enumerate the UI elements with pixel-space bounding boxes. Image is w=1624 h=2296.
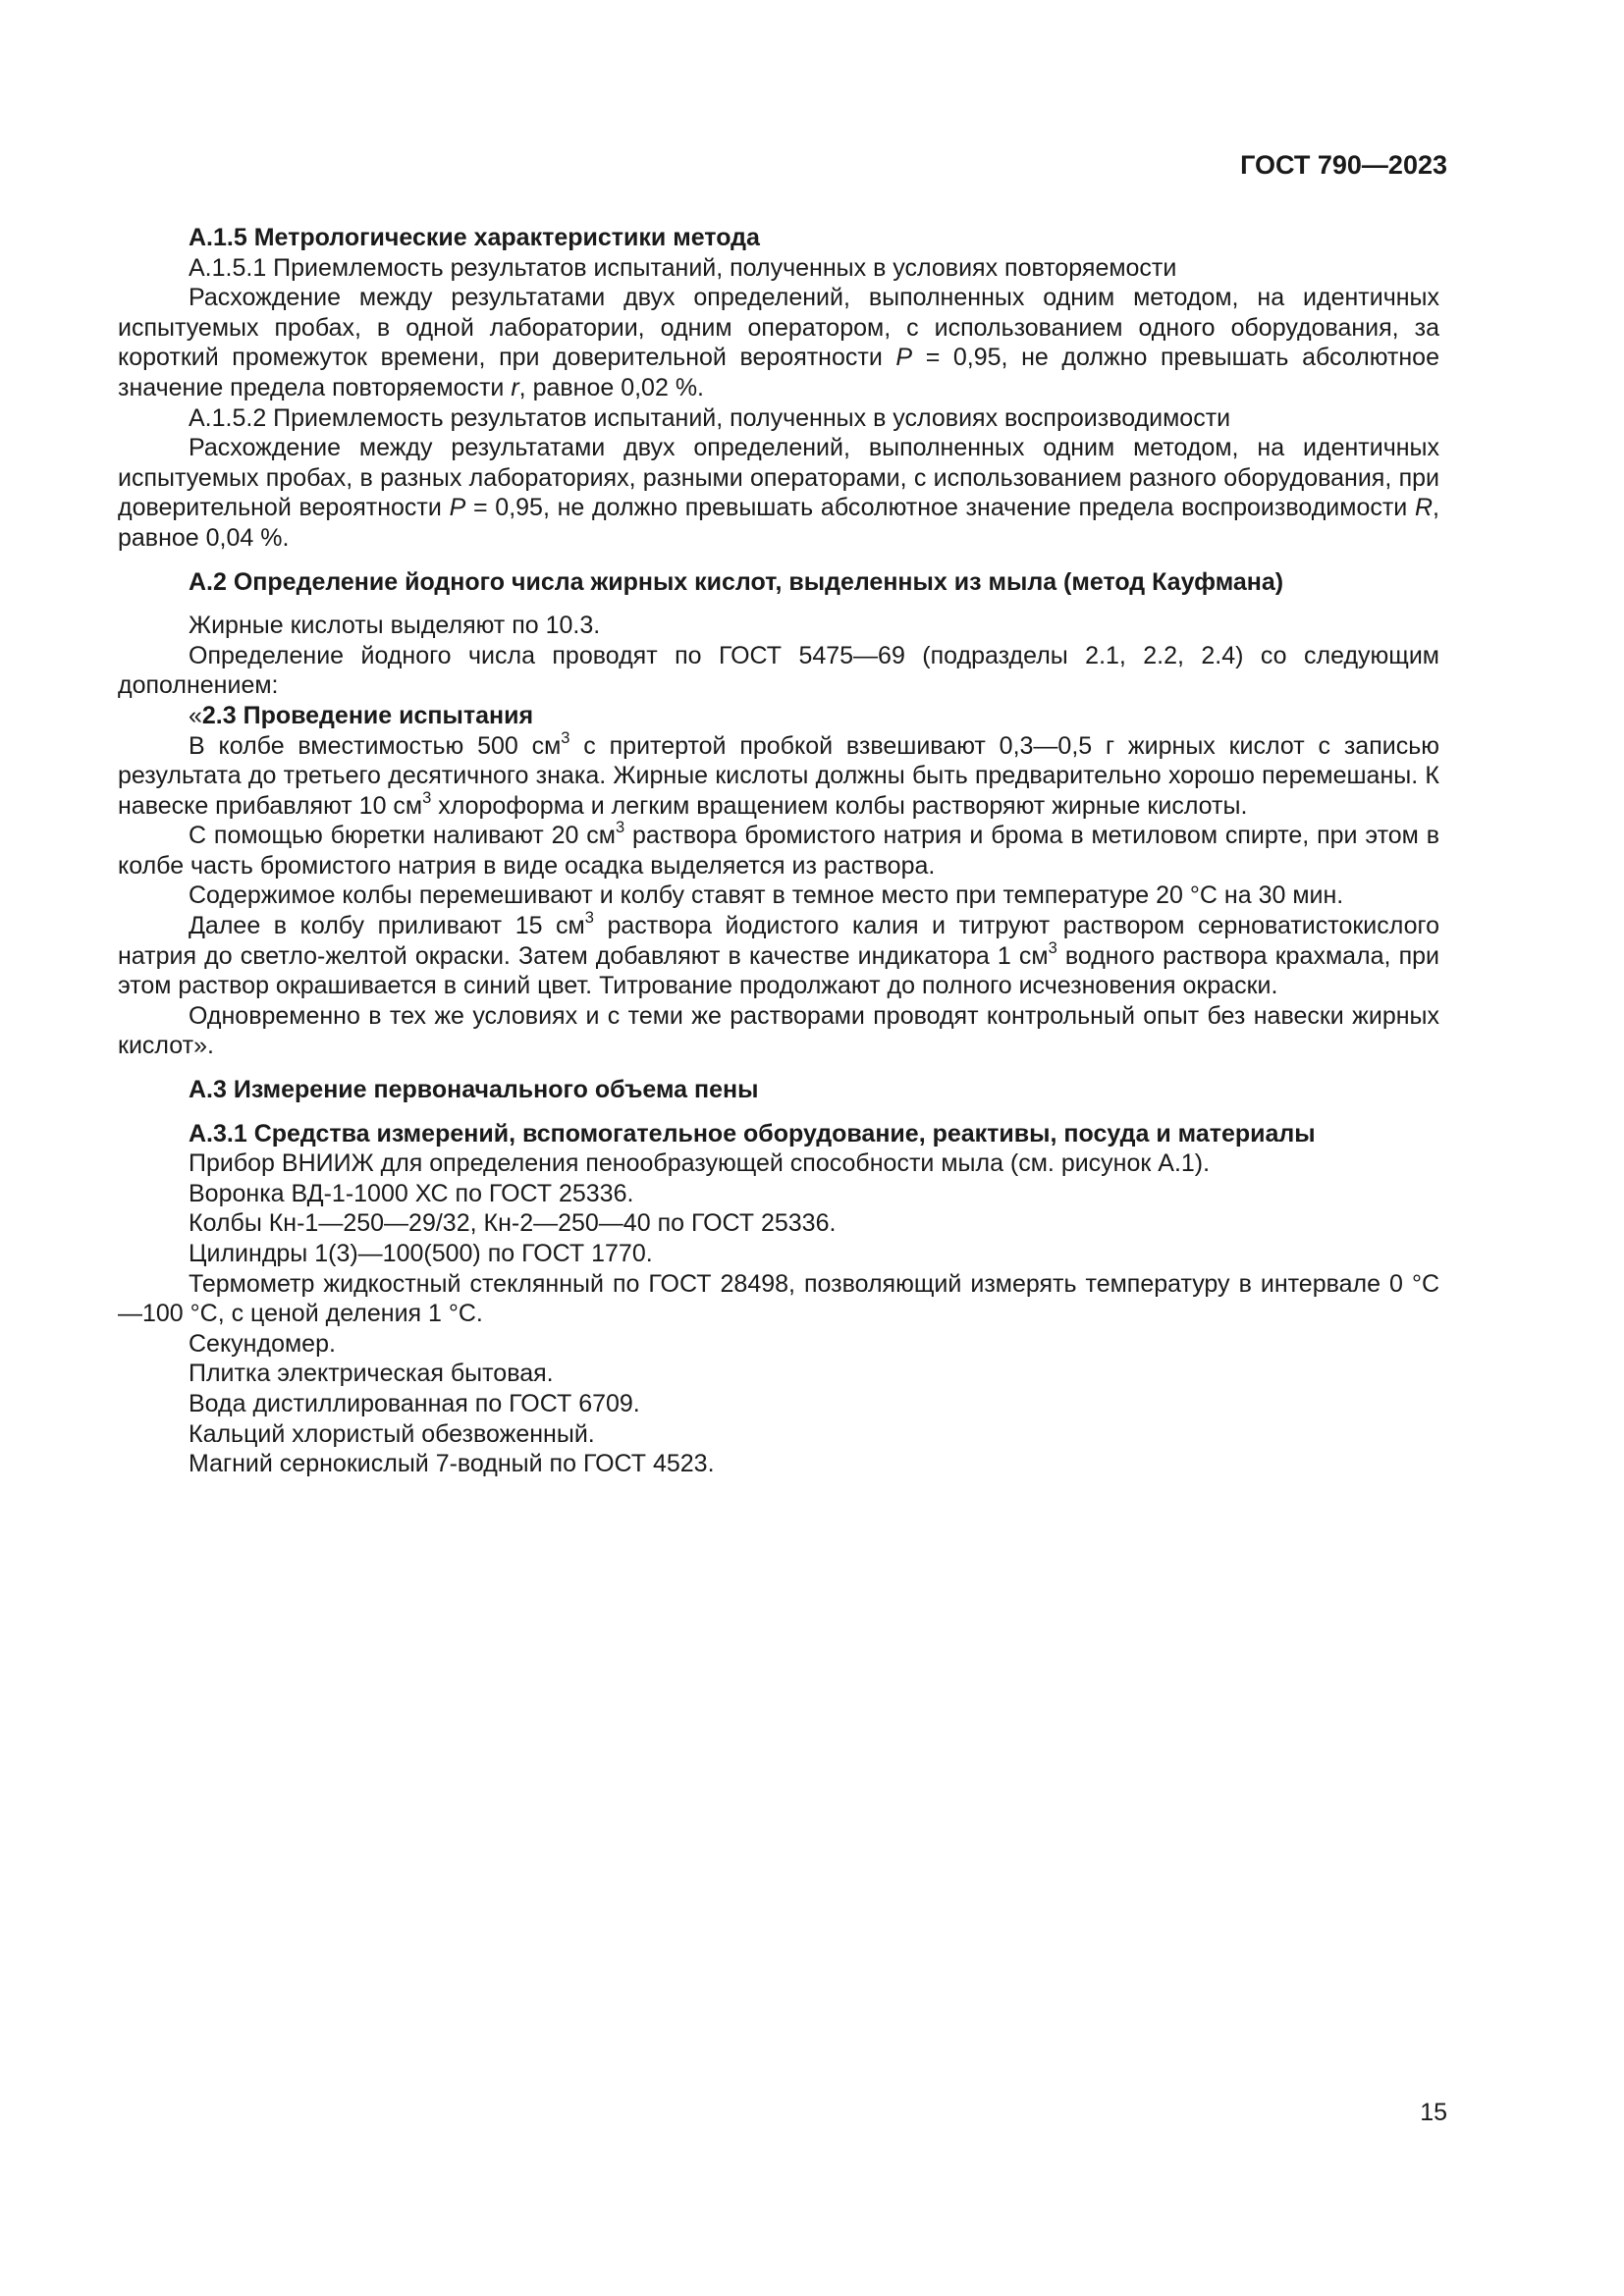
- document-body: [118, 223, 1439, 1479]
- quoted-paragraph-5: Одновременно в тех же условиях и с теми же растворами проводят контрольный опыт без навески жирных кислот».: [118, 1001, 1439, 1060]
- list-item: Колбы Кн-1—250—29/32, Кн-2—250—40 по ГОСТ 25336.: [189, 1209, 837, 1238]
- quoted-paragraph-1: В колбе вместимостью 500 $см^3$ с притертой пробкой взвешивают 0,3—0,5 г жирных кислот с записью результата до третьего десятичного знака. Жирные кислоты должны быть предварительно хорошо перемешаны. К навеске прибавляют 10 $см^3$ хлороформа и легким вращением колбы растворяют жирные кислоты.: [118, 728, 1439, 820]
- list-item: Прибор ВНИИЖ для определения пенообразующей способности мыла (см. рисунок А.1).: [189, 1149, 1211, 1178]
- list-item: Воронка ВД-1-1000 ХС по ГОСТ 25336.: [189, 1179, 634, 1207]
- paragraph-a2-2: Определение йодного числа проводят по ГОСТ 5475—69 (подразделы 2.1, 2.2, 2.4) со следующим дополнением:: [118, 641, 1439, 700]
- list-item: Магний сернокислый 7-водный по ГОСТ 4523.: [189, 1450, 715, 1478]
- quoted-heading: «2.3 Проведение испытания: [189, 701, 534, 729]
- symbol-r: r: [511, 373, 519, 401]
- list-item: Вода дистиллированная по ГОСТ 6709.: [189, 1389, 640, 1417]
- section-heading-a15: А.1.5 Метрологические характеристики метода: [189, 224, 760, 251]
- list-item: Термометр жидкостный стеклянный по ГОСТ 28498, позволяющий измерять температуру в интервале 0 °C —100 °C, с ценой деления 1 °C.: [118, 1269, 1439, 1328]
- paragraph-repeatability: Расхождение между результатами двух определений, выполненных одним методом, на идентичных испытуемых пробах, в одной лаборатории, одним оператором, с использованием одного оборудования, за короткий промежуток времени, при доверительной вероятности P = 0,95, не должно превышать абсолютное значение предела повторяемости r, равное 0,02 %.: [118, 284, 1439, 401]
- quoted-paragraph-4: Далее в колбу приливают 15 $см^3$ раствора йодистого калия и титруют раствором серноватистокислого натрия до светло-желтой окраски. Затем добавляют в качестве индикатора 1 $см^3$ водного раствора крахмала, при этом раствор окрашивается в синий цвет. Титрование продолжают до полного исчезновения окраски.: [118, 909, 1439, 1000]
- page-number: 15: [1420, 2099, 1447, 2126]
- paragraph-a2-1: Жирные кислоты выделяют по 10.3.: [189, 612, 601, 640]
- symbol-p: P: [895, 344, 913, 372]
- list-item: Кальций хлористый обезвоженный.: [189, 1419, 595, 1448]
- symbol-p: P: [449, 494, 466, 522]
- list-item: Плитка электрическая бытовая.: [189, 1360, 554, 1388]
- quoted-paragraph-2: С помощью бюретки наливают 20 $см^3$ раствора бромистого натрия и брома в метиловом спирте, при этом в колбе часть бромистого натрия в виде осадка выделяется из раствора.: [118, 819, 1439, 880]
- subsection-title-a151: А.1.5.1 Приемлемость результатов испытаний, полученных в условиях повторяемости: [189, 253, 1177, 282]
- section-heading-a3: А.3 Измерение первоначального объема пены: [189, 1076, 759, 1104]
- subsection-title-a152: А.1.5.2 Приемлемость результатов испытаний, полученных в условиях воспроизводимости: [189, 403, 1231, 432]
- section-heading-a2: А.2 Определение йодного числа жирных кислот, выделенных из мыла (метод Кауфмана): [189, 567, 1284, 596]
- document-id: ГОСТ 790—2023: [1240, 150, 1447, 180]
- paragraph-reproducibility: Расхождение между результатами двух определений, выполненных одним методом, на идентичных испытуемых пробах, в разных лабораториях, разными операторами, с использованием разного оборудования, при доверительной вероятности P = 0,95, не должно превышать абсолютное значение предела воспроизводимости R, равное 0,04 %.: [118, 434, 1439, 552]
- subsection-heading-a31: А.3.1 Средства измерений, вспомогательное оборудование, реактивы, посуда и материалы: [189, 1119, 1316, 1148]
- list-item: Секундомер.: [189, 1329, 336, 1358]
- symbol-r-capital: R: [1414, 494, 1434, 522]
- list-item: Цилиндры 1(3)—100(500) по ГОСТ 1770.: [189, 1240, 653, 1267]
- quoted-paragraph-3: Содержимое колбы перемешивают и колбу ставят в темное место при температуре 20 °C на 30 мин.: [189, 881, 1344, 910]
